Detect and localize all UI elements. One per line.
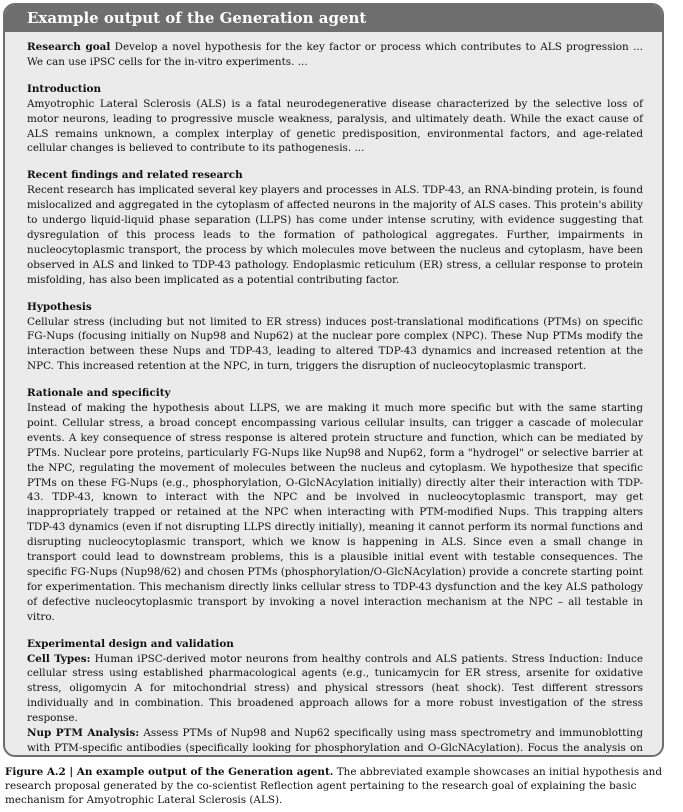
introduction-section — [27, 82, 643, 157]
hypothesis-section — [27, 300, 643, 375]
research-goal-text: Develop a novel hypothesis for the key factor or process which contributes to ALS progression ... We can use iPSC cells for the in-vitro experiments. ... — [27, 41, 643, 68]
introduction-text: Amyotrophic Lateral Sclerosis (ALS) is a fatal neurodegenerative disease characterized by the selective loss of motor neurons, leading to progressive muscle weakness, paralysis, and ultimately death. While the exact cause of ALS remains unknown, a complex interplay of genetic predisposition, environmental factors, and age-related cellular changes is believed to contribute to its pathogenesis. ... — [27, 97, 643, 155]
recent-findings-text: Recent research has implicated several key players and processes in ALS. TDP-43, an RNA-binding protein, is found mislocalized and aggregated in the cytoplasm of affected neurons in the majority of ALS cases. This protein's ability to undergo liquid-liquid phase separation (LLPS) has come under intense scrutiny, with evidence suggesting that dysregulation of this process leads to the formation of pathological aggregates. Further, impairments in nucleocytoplasmic transport, the process by which molecules move between the nucleus and cytoplasm, have been observed in ALS and linked to TDP-43 pathology. Endoplasmic reticulum (ER) stress, a cellular response to protein misfolding, has also been implicated as a potential contributing factor. — [27, 184, 643, 286]
box-body — [5, 32, 662, 757]
caption-lead: Figure A.2 | An example output of the Generation agent. — [5, 766, 334, 778]
hypothesis-heading: Hypothesis — [27, 300, 92, 313]
generation-agent-output-box — [3, 3, 664, 757]
experimental-section — [27, 637, 643, 757]
experimental-heading: Experimental design and validation — [27, 637, 234, 650]
cell-types-label: Cell Types: — [27, 652, 91, 665]
research-goal-section — [27, 40, 643, 70]
nup-ptm-text: Assess PTMs of Nup98 and Nup62 specifically using mass spectrometry and immunoblotting with PTM-specific antibodies (specifically looking for phosphorylation and O-GlcNAcylation). Focus the analysis on — [27, 727, 643, 754]
research-goal-label: Research goal — [27, 41, 111, 53]
figure-caption — [5, 765, 665, 808]
rationale-section — [27, 386, 643, 625]
cell-types-text: Human iPSC-derived motor neurons from healthy controls and ALS patients. Stress Induction: Induce cellular stress using established pharmacological agents (e.g., tunicamycin for ER stress, arsenite for oxidative stress, oligomycin A for mitochondrial stress) and physical stressors (heat shock). Test different stressors individually and in combination. This broadened approach allows for a more robust investigation of the stress response. — [27, 652, 643, 725]
nup-ptm-label: Nup PTM Analysis: — [27, 727, 140, 740]
recent-findings-section — [27, 168, 643, 287]
rationale-heading: Rationale and specificity — [27, 387, 171, 400]
recent-findings-heading: Recent findings and related research — [27, 169, 243, 182]
rationale-text: Instead of making the hypothesis about LLPS, we are making it much more specific but with the same starting point. Cellular stress, a broad concept encompassing various cellular insults, can trigger a cascade of molecular events. A key consequence of stress response is altered protein structure and function, which can be mediated by PTMs. Nuclear pore proteins, particularly FG-Nups like Nup98 and Nup62, form a "hydrogel" or selective barrier at the NPC, regulating the movement of molecules between the nucleus and cytoplasm. We hypothesize that specific PTMs on these FG-Nups (e.g., phosphorylation, O-GlcNAcylation initially) directly alter their interaction with TDP-43. TDP-43, known to interact with the NPC and be involved in nucleocytoplasmic transport, may get inappropriately trapped or retained at the NPC when interacting with PTM-modified Nups. This trapping alters TDP-43 dynamics (even if not disrupting LLPS directly initially), meaning it cannot perform its normal functions and disrupting nucleocytoplasmic transport, which we know is happening in ALS. Since even a small change in transport could lead to downstream problems, this is a plausible initial event with testable consequences. The specific FG-Nups (Nup98/62) and chosen PTMs (phosphorylation/O-GlcNAcylation) provide a concrete starting point for experimentation. This mechanism directly links cellular stress to TDP-43 dysfunction and the key ALS pathology of defective nucleocytoplasmic transport by invoking a novel interaction mechanism at the NPC – all testable in vitro. — [27, 402, 643, 623]
hypothesis-text: Cellular stress (including but not limited to ER stress) induces post-translational modifications (PTMs) on specific FG-Nups (focusing initially on Nup98 and Nup62) at the nuclear pore complex (NPC). These Nup PTMs modify the interaction between these Nups and TDP-43, leading to altered TDP-43 dynamics and increased retention at the NPC. This increased retention at the NPC, in turn, triggers the disruption of nucleocytoplasmic transport. — [27, 315, 643, 373]
introduction-heading: Introduction — [27, 82, 101, 95]
box-title: Example output of the Generation agent — [5, 5, 662, 32]
caption-text: The abbreviated example showcases an initial hypothesis and research proposal generated by the co-scientist Reflection agent pertaining to the research goal of explaining the basic mechanism for Amyotrophic Lateral Sclerosis (ALS). — [5, 766, 663, 807]
